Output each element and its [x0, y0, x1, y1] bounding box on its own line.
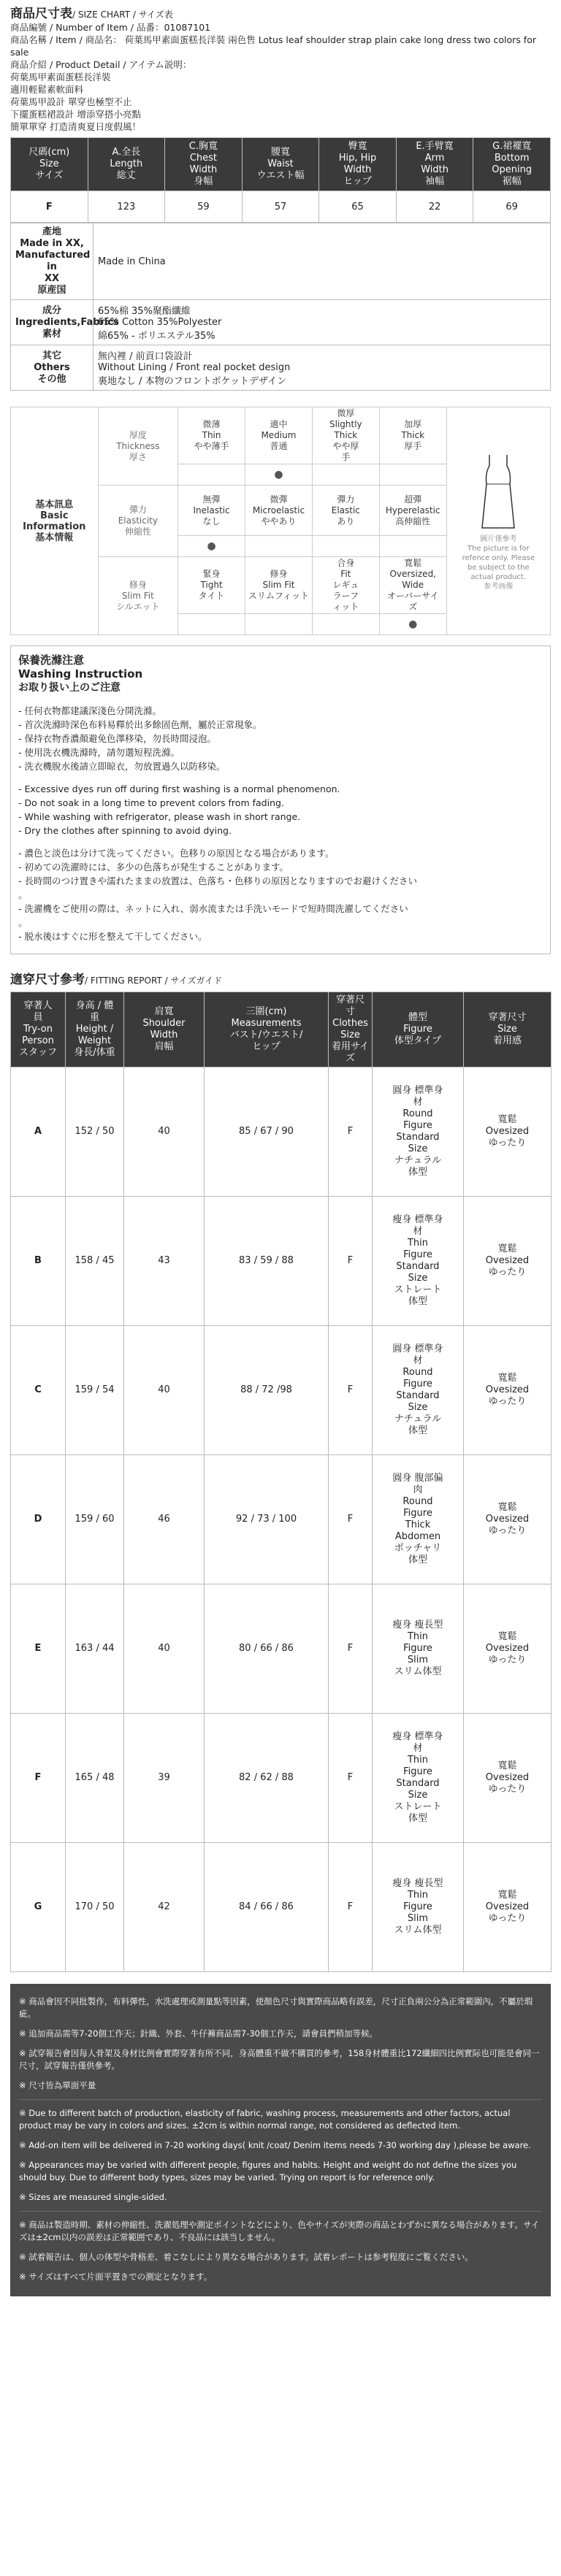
fit-row: [11, 1584, 552, 1714]
fit-measurements: 85 / 67 / 90: [205, 1067, 329, 1197]
attr-dot-cell: [245, 614, 313, 635]
wash-line: - 洗衣機脫水後請立即晾衣，勿放置過久以防移染。: [18, 761, 226, 772]
fit-shoulder: 40: [124, 1326, 205, 1455]
wash-line: - 任何衣物都建議深淺色分開洗滌。: [18, 705, 161, 716]
fit-height-weight: 159 / 54: [66, 1326, 124, 1455]
note-line: ※ 商品會因不同批製作，布料彈性，水洗處理或測量點等因素，使顏色尺寸與實際商品略有誤差，尺寸正負兩公分為正常範圍內，不屬於瑕疵。: [19, 1996, 533, 2019]
attr-option: 加厚 Thick 厚手: [379, 407, 446, 464]
wash-title-zh: 保養洗滌注意: [18, 653, 85, 667]
attr-option: 合身 Fit レギュ ラーフ ィット: [312, 557, 379, 614]
info-value: 無內裡 / 前貢口袋設計 Without Lining / Front real pocket design 裏地なし / 本物のフロントポケットデザイン: [94, 345, 551, 391]
basic-info-label: 基本訊息 Basic Information 基本情報: [11, 407, 99, 635]
wash-title-en: Washing Instruction: [18, 667, 143, 681]
attr-selected-dot: ●: [178, 536, 245, 557]
fit-height-weight: 170 / 50: [66, 1843, 124, 1972]
fit-height-weight: 159 / 60: [66, 1455, 124, 1584]
attr-selected-dot: ●: [379, 614, 446, 635]
attr-name: 修身 Slim Fit シルエット: [98, 557, 178, 635]
wash-line: - 首次洗滌時深色布料易釋於出多餘固色劑，屬於正常現象。: [18, 719, 262, 730]
fit-figure: 圓身 標準身 材 Round Figure Standard Size ナチュラル 体型: [373, 1067, 464, 1197]
fit-shoulder: 43: [124, 1197, 205, 1326]
dress-outline-icon: [476, 451, 520, 532]
wash-line: - Excessive dyes run off during first washing is a normal phenomenon.: [18, 783, 340, 794]
fit-measurements: 80 / 66 / 86: [205, 1584, 329, 1714]
fitting-header: [11, 992, 552, 1067]
size-header-cell: G.裙襬寬 Bottom Opening 裾幅: [473, 138, 551, 191]
note-line: ※ Add-on item will be delivered in 7-20 working days( knit /coat/ Denim items needs 7-30 working day ),please be aware.: [19, 2140, 531, 2150]
note-line: ※ サイズはすべて片面平置きでの測定となります。: [19, 2272, 213, 2282]
size-cell: 59: [165, 191, 243, 223]
size-header-cell: A.全長 Length 総丈: [88, 138, 165, 191]
fit-header-cell: 穿著尺寸 Size 着用感: [464, 992, 552, 1067]
figure-caption: 圖片僅參考 The picture is for refence only. Please be subject to the actual product. 参考画像: [462, 534, 535, 591]
fit-height-weight: 163 / 44: [66, 1584, 124, 1714]
fit-size: F: [329, 1067, 373, 1197]
fit-feel: 寬鬆 Ovesized ゆったり: [464, 1197, 552, 1326]
fit-row: [11, 1067, 552, 1197]
attr-name: 彈力 Elasticity 伸縮性: [98, 486, 178, 557]
meta-line: 商品編號 / Number of Item / 品番：01087101: [10, 22, 211, 33]
fit-figure: 圓身 標準身 材 Round Figure Standard Size ナチュラル 体型: [373, 1326, 464, 1455]
wash-line: - 濃色と淡色は分けて洗ってください。色移りの原因となる場合があります。: [18, 848, 335, 859]
note-line: ※ Sizes are measured single-sided.: [19, 2192, 167, 2202]
note-line: ※ 追加商品需等7-20個工作天；針織、外套、牛仔褲商品需7-30個工作天，請會員們稍加等候。: [19, 2028, 378, 2039]
fit-feel: 寬鬆 Ovesized ゆったり: [464, 1067, 552, 1197]
size-header-cell: 尺碼(cm) Size サイズ: [11, 138, 88, 191]
wash-line: - Dry the clothes after spinning to avoid dying.: [18, 825, 232, 836]
fit-measurements: 82 / 62 / 88: [205, 1714, 329, 1843]
info-row: [11, 345, 551, 391]
fit-size: F: [329, 1584, 373, 1714]
fit-figure: 瘦身 瘦長型 Thin Figure Slim スリム体型: [373, 1843, 464, 1972]
fit-height-weight: 152 / 50: [66, 1067, 124, 1197]
meta-line: 簡單單穿 打造清爽夏日度假風！: [10, 121, 141, 132]
wash-line: 。: [18, 917, 28, 928]
wash-line: - 脱水後はすぐに形を整えて干してください。: [18, 931, 207, 942]
wash-line: - 洗濯機をご使用の際は、ネットに入れ、弱水流または手洗いモードで短時間洗濯してください: [18, 903, 408, 914]
info-row: [11, 300, 551, 345]
info-label: 其它 Others その他: [11, 345, 94, 391]
fit-person: C: [11, 1326, 66, 1455]
fit-header-cell: 穿著尺 寸 Clothes Size 着用サイ ズ: [329, 992, 373, 1067]
fit-shoulder: 40: [124, 1584, 205, 1714]
page-title: 商品尺寸表/ SIZE CHART / サイズ表: [10, 7, 173, 21]
size-table: [10, 137, 551, 223]
attr-option: 超彈 Hyperelastic 高伸縮性: [379, 486, 446, 536]
fit-feel: 寬鬆 Ovesized ゆったり: [464, 1326, 552, 1455]
meta-line: 荷葉馬甲素面蛋糕長洋裝: [10, 72, 111, 83]
fit-person: D: [11, 1455, 66, 1584]
size-cell: F: [11, 191, 88, 223]
attr-dot-cell: [312, 464, 379, 486]
fit-figure: 瘦身 瘦長型 Thin Figure Slim スリム体型: [373, 1584, 464, 1714]
fit-shoulder: 42: [124, 1843, 205, 1972]
fit-figure: 瘦身 標準身 材 Thin Figure Standard Size ストレート 体型: [373, 1197, 464, 1326]
meta-line: 商品名稱 / Item / 商品名： 荷葉馬甲素面蛋糕長洋裝 兩色售 Lotus leaf shoulder strap plain cake long dress two colors for sale: [10, 34, 536, 58]
size-table-row: [11, 191, 551, 223]
fit-row: [11, 1197, 552, 1326]
attr-dot-cell: [312, 536, 379, 557]
attr-option: 適中 Medium 普通: [245, 407, 313, 464]
fit-size: F: [329, 1714, 373, 1843]
attr-dot-cell: [178, 464, 245, 486]
attr-dot-cell: [245, 536, 313, 557]
fit-feel: 寬鬆 Ovesized ゆったり: [464, 1455, 552, 1584]
fit-measurements: 84 / 66 / 86: [205, 1843, 329, 1972]
size-header-cell: 臀寬 Hip, Hip Width ヒップ: [319, 138, 397, 191]
fit-header-cell: 穿著人 員 Try-on Person スタッフ: [11, 992, 66, 1067]
attr-option: 緊身 Tight タイト: [178, 557, 245, 614]
wash-line: - 保持衣物香濃顏避免色澤移染，勿長時間浸泡。: [18, 733, 216, 744]
meta-line: 下擺蛋糕裙設計 增添穿搭小亮點: [10, 109, 141, 120]
fit-row: [11, 1714, 552, 1843]
wash-line: - 初めての洗濯時には、多少の色落ちが発生することがあります。: [18, 862, 289, 873]
fit-feel: 寬鬆 Ovesized ゆったり: [464, 1843, 552, 1972]
fit-figure: 圓身 腹部偏 肉 Round Figure Thick Abdomen ポッチャリ 体型: [373, 1455, 464, 1584]
fit-size: F: [329, 1197, 373, 1326]
wash-line: 。: [18, 889, 28, 900]
wash-line: - Do not soak in a long time to prevent colors from fading.: [18, 797, 284, 808]
attr-dot-cell: [312, 614, 379, 635]
fit-person: B: [11, 1197, 66, 1326]
fit-header-cell: 身高 / 體 重 Height / Weight 身長/体重: [66, 992, 124, 1067]
wash-title-jp: お取り扱い上のご注意: [18, 682, 121, 694]
fit-shoulder: 40: [124, 1067, 205, 1197]
fit-feel: 寬鬆 Ovesized ゆったり: [464, 1714, 552, 1843]
attr-option: 修身 Slim Fit スリムフィット: [245, 557, 313, 614]
attr-option: 彈力 Elastic あり: [312, 486, 379, 536]
size-cell: 22: [396, 191, 473, 223]
note-line: ※ Due to different batch of production, elasticity of fabric, washing process, measurements and other factors, actual product may be vary in colors and sizes. ±2cm is within normal range, not considered as deflected item.: [19, 2108, 511, 2131]
fit-header-cell: 體型 Figure 体型タイプ: [373, 992, 464, 1067]
note-line: ※ Appearances may be varied with different people, figures and habits. Height and weight do not define the sizes you should buy. Due to different body types, sizes may be varied. Trying on report is for reference only.: [19, 2160, 517, 2182]
attr-option: 寬鬆 Oversized, Wide オーバーサイ ズ: [379, 557, 446, 614]
fit-measurements: 92 / 73 / 100: [205, 1455, 329, 1584]
attr-option: 無彈 Inelastic なし: [178, 486, 245, 536]
fit-person: G: [11, 1843, 66, 1972]
size-header-cell: C.胸寬 Chest Width 身幅: [165, 138, 243, 191]
attr-dot-cell: [379, 464, 446, 486]
fit-shoulder: 39: [124, 1714, 205, 1843]
fit-size: F: [329, 1326, 373, 1455]
attributes-table: [10, 407, 551, 635]
washing-instruction: [10, 645, 551, 954]
note-line: ※ 試着報告は、個人の体型や骨格差、着こなしにより異なる場合があります。試着レポートは参考程度にご覧ください。: [19, 2252, 473, 2262]
meta-line: 商品介紹 / Product Detail / アイテム説明：: [10, 59, 192, 70]
fit-header-cell: 肩寬 Shoulder Width 肩幅: [124, 992, 205, 1067]
info-row: [11, 223, 551, 300]
fit-figure: 瘦身 標準身 材 Thin Figure Standard Size ストレート 体型: [373, 1714, 464, 1843]
fit-header-cell: 三圍(cm) Measurements バスト/ウエスト/ ヒップ: [205, 992, 329, 1067]
fit-row: [11, 1455, 552, 1584]
wash-line: - While washing with refrigerator, please wash in short range.: [18, 811, 301, 822]
fit-height-weight: 158 / 45: [66, 1197, 124, 1326]
size-cell: 69: [473, 191, 551, 223]
fit-size: F: [329, 1455, 373, 1584]
fit-measurements: 83 / 59 / 88: [205, 1197, 329, 1326]
note-line: ※ 商品は製造時期、素材の伸縮性、洗濯処理や測定ポイントなどにより、色やサイズが実際の商品とわずかに異なる場合があります。サイズは±2cm以内の誤差は正常範囲であり、不良品には該当しません。: [19, 2220, 540, 2242]
info-table: [10, 223, 551, 391]
fitting-report-title: 適穿尺寸參考/ FITTING REPORT / サイズガイド: [10, 973, 223, 987]
fit-measurements: 88 / 72 /98: [205, 1326, 329, 1455]
attr-option: 微厚 Slightly Thick やや厚 手: [312, 407, 379, 464]
fitting-report-table: [10, 992, 552, 1972]
size-cell: 123: [88, 191, 165, 223]
attr-selected-dot: ●: [245, 464, 313, 486]
meta-line: 適用輕鬆素軟面料: [10, 84, 84, 95]
notes-panel: [10, 1984, 551, 2296]
wash-line: - 使用洗衣機洗滌時，請勿選短程洗滌。: [18, 747, 180, 758]
attr-option: 微薄 Thin やや薄手: [178, 407, 245, 464]
info-value: Made in China: [94, 223, 551, 300]
size-chart-header: [10, 3, 551, 133]
fit-feel: 寬鬆 Ovesized ゆったり: [464, 1584, 552, 1714]
info-value: 65%棉 35%聚酯纖維 65% Cotton 35%Polyester 綿65% - ポリエステル35%: [94, 300, 551, 345]
info-label: 產地 Made in XX, Manufactured in XX 原産国: [11, 223, 94, 300]
fit-height-weight: 165 / 48: [66, 1714, 124, 1843]
info-label: 成分 Ingredients,Fabrics 素材: [11, 300, 94, 345]
size-cell: 57: [242, 191, 319, 223]
product-meta: [10, 21, 551, 133]
fit-shoulder: 46: [124, 1455, 205, 1584]
attr-dot-cell: [379, 536, 446, 557]
fit-row: [11, 1326, 552, 1455]
meta-line: 荷葉馬甲設計 單穿也極型不止: [10, 96, 132, 107]
fit-row: [11, 1843, 552, 1972]
size-table-header: [11, 138, 551, 191]
note-line: ※ 尺寸皆為單面平量: [19, 2080, 96, 2090]
note-line: ※ 試穿報告會因每人骨架及身材比例會實際穿著有所不同，身高體重不做不購買的參考，158身材體重比172纖細四比例實际也可能是會同一尺寸，試穿報告僅供參考。: [19, 2048, 540, 2071]
dress-figure: [446, 407, 550, 635]
size-cell: 65: [319, 191, 397, 223]
fit-person: A: [11, 1067, 66, 1197]
size-header-cell: E.手臂寬 Arm Width 袖幅: [396, 138, 473, 191]
attr-option: 微彈 Microelastic ややあり: [245, 486, 313, 536]
fit-person: E: [11, 1584, 66, 1714]
attr-name: 厚度 Thickness 厚さ: [98, 407, 178, 486]
size-header-cell: 腰寬 Waist ウエスト幅: [242, 138, 319, 191]
wash-line: - 長時間のつけ置きや濡れたままの放置は、色落ち・色移りの原因となりますのでお避けください: [18, 875, 417, 886]
attr-dot-cell: [178, 614, 245, 635]
fit-size: F: [329, 1843, 373, 1972]
fit-person: F: [11, 1714, 66, 1843]
